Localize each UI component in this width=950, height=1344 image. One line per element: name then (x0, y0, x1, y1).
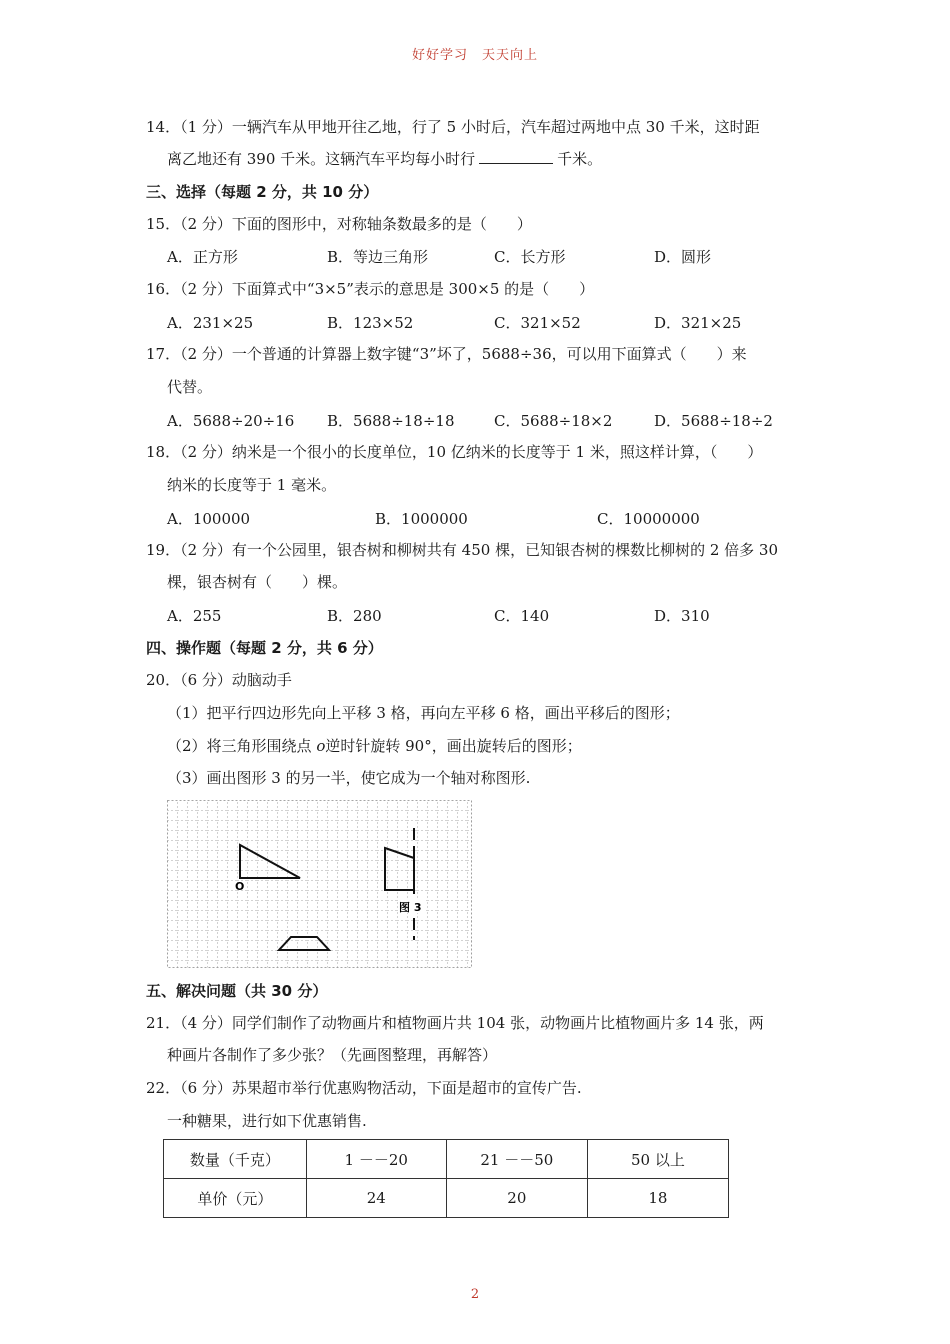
q14-line2-pre: 离乙地还有 390 千米。这辆汽车平均每小时行 (167, 150, 476, 168)
q17-option-b: B．5688÷18÷18 (327, 412, 455, 430)
section-5-title: 五、解决问题（共 30 分） (146, 982, 328, 1000)
q15-option-a: A．正方形 (167, 248, 238, 266)
q14-line1: 14．（1 分）一辆汽车从甲地开往乙地，行了 5 小时后，汽车超过两地中点 30 千米，这时距 (146, 118, 760, 136)
table-cell: 20 (446, 1179, 587, 1218)
q20-sub1: （1）把平行四边形先向上平移 3 格，再向左平移 6 格，画出平移后的图形； (167, 704, 680, 722)
q16-stem: 16．（2 分）下面算式中“3×5”表示的意思是 300×5 的是（ ） (146, 280, 595, 298)
q17-line2: 代替。 (167, 378, 213, 396)
q16-option-c: C．321×52 (494, 314, 581, 332)
q22-line2: 一种糖果，进行如下优惠销售. (167, 1112, 367, 1130)
q19-option-c: C．140 (494, 607, 550, 625)
price-table (163, 1139, 729, 1218)
grid-figure (167, 800, 472, 968)
table-cell: 数量（千克） (164, 1140, 307, 1179)
figure-3-label: 图 3 (399, 901, 422, 914)
q20-stem: 20．（6 分）动脑动手 (146, 671, 292, 689)
table-cell: 50 以上 (587, 1140, 728, 1179)
page-number: 2 (470, 1287, 480, 1302)
q18-option-b: B．1000000 (375, 510, 468, 528)
q19-option-b: B．280 (327, 607, 382, 625)
q15-stem: 15．（2 分）下面的图形中，对称轴条数最多的是（ ） (146, 215, 532, 233)
table-cell: 单价（元） (164, 1179, 307, 1218)
table-cell: 24 (306, 1179, 446, 1218)
table-row (164, 1179, 729, 1218)
q17-option-c: C．5688÷18×2 (494, 412, 613, 430)
table-cell: 1 －－20 (306, 1140, 446, 1179)
q17-option-d: D．5688÷18÷2 (654, 412, 773, 430)
q16-option-a: A．231×25 (167, 314, 254, 332)
q21-line2: 种画片各制作了多少张？（先画图整理，再解答） (167, 1046, 498, 1064)
q19-option-d: D．310 (654, 607, 710, 625)
grid-background (168, 801, 472, 968)
point-o-figure-label: O (235, 880, 245, 893)
q20-sub2-pre: （2）将三角形围绕点 (167, 737, 317, 755)
q20-sub3: （3）画出图形 3 的另一半，使它成为一个轴对称图形. (167, 769, 531, 787)
q20-sub2-post: 逆时针旋转 90°，画出旋转后的图形； (325, 737, 582, 755)
point-o-label: o (316, 737, 326, 755)
table-cell: 21 －－50 (446, 1140, 587, 1179)
q16-option-d: D．321×25 (654, 314, 742, 332)
q19-line2: 棵，银杏树有（ ）棵。 (167, 573, 348, 591)
section-4-title: 四、操作题（每题 2 分，共 6 分） (146, 639, 383, 657)
q20-sub2 (167, 736, 582, 756)
q18-line1: 18．（2 分）纳米是一个很小的长度单位，10 亿纳米的长度等于 1 米，照这样计算，（ ） (146, 443, 763, 461)
section-3-title: 三、选择（每题 2 分，共 10 分） (146, 183, 379, 201)
page-header: 好好学习 天天向上 (411, 48, 538, 63)
q17-line1: 17．（2 分）一个普通的计算器上数字键“3”坏了，5688÷36，可以用下面算式（ ）来 (146, 345, 747, 363)
table-row (164, 1140, 729, 1179)
q15-option-d: D．圆形 (654, 248, 712, 266)
q17-option-a: A．5688÷20÷16 (167, 412, 295, 430)
q14-line2-post: 千米。 (557, 150, 603, 168)
q19-option-a: A．255 (167, 607, 222, 625)
table-cell: 18 (587, 1179, 728, 1218)
q19-line1: 19．（2 分）有一个公园里，银杏树和柳树共有 450 棵，已知银杏树的棵数比柳树的 2 倍多 30 (146, 541, 779, 559)
q15-option-b: B．等边三角形 (327, 248, 429, 266)
answer-blank (479, 149, 553, 164)
q22-line1: 22．（6 分）苏果超市举行优惠购物活动，下面是超市的宣传广告. (146, 1079, 582, 1097)
q14-line2 (167, 149, 602, 169)
q18-option-a: A．100000 (167, 510, 251, 528)
q18-line2: 纳米的长度等于 1 毫米。 (167, 476, 337, 494)
q16-option-b: B．123×52 (327, 314, 414, 332)
q18-option-c: C．10000000 (597, 510, 700, 528)
q15-option-c: C．长方形 (494, 248, 566, 266)
q21-line1: 21．（4 分）同学们制作了动物画片和植物画片共 104 张，动物画片比植物画片多 14 张，两 (146, 1014, 764, 1032)
